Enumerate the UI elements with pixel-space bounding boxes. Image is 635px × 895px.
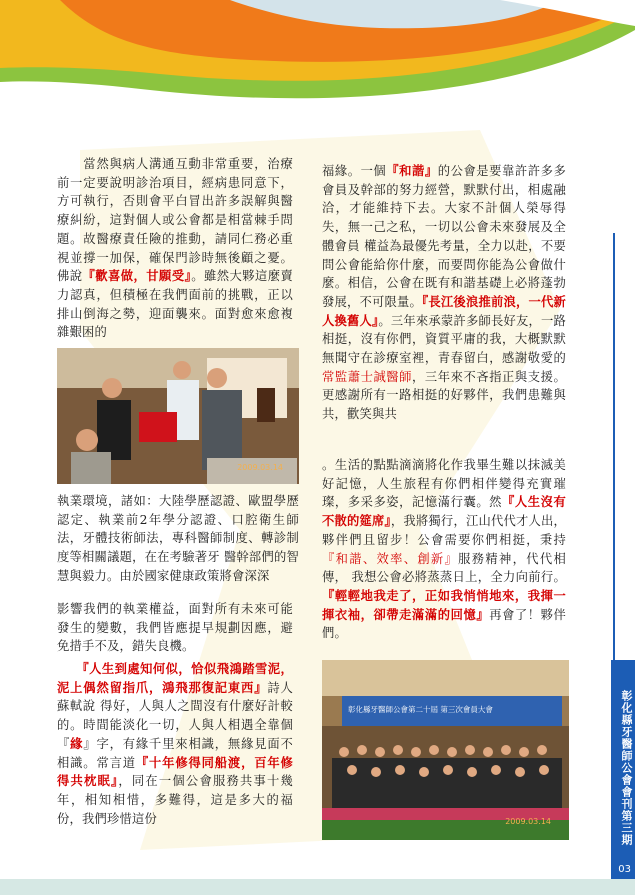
body-text: 詩人蘇軾說 得好，人與人之間沒有什麼好計較的。時間能淡化一切，人與人相遇全靠個『 [57,680,294,751]
emphasis-text: 『和諧、效率、創新』 [322,551,459,566]
emphasis-text: 『人生到處知何似，恰似飛鴻踏雪泥，泥上偶然留指爪，鴻飛那復記東西』 [57,661,293,695]
photo2-date-stamp: 2009.03.14 [505,817,551,826]
left-paragraph-1 [57,155,293,342]
left-paragraph-2 [57,492,299,586]
body-text: 』字，有緣千里來相識，無緣見面不相識。常言道 [57,736,294,770]
body-text: 。生活的點點滴滴將化作我畢生難以抹滅美好記憶，人生旅程有你們相伴變得充實璀璨，多采多姿，記憶滿行囊。然 [322,458,566,510]
sidebar-rule [613,233,615,663]
emphasis-text: 『輕輕地我走了，正如我悄悄地來，我揮一揮衣袖，卻帶走滿滿的回憶』 [322,587,566,622]
right-paragraph-1 [322,162,566,424]
left-paragraph-3 [57,600,293,656]
bottom-band [0,879,635,895]
photo1-date-stamp: 2009.03.14 [237,463,283,472]
emphasis-text: 『人生沒有不散的筵席』 [322,494,566,529]
body-text: 的公會是要靠許許多多會員及幹部的努力經營，默默付出，相處融洽，才能維持下去。大家不計個人榮辱得失，無一己之私，一切以公會未來發展及全體會員 權益為最優先考量，全力以赴，不要問公會能給你什麼，而要問你能為公會做什麼。相信，公會在既有和諧基礎上必將蓬勃發展，不可限量。 [322,164,566,309]
body-text: 。雖然大夥這麼賣力認真，但積極在我們面前的挑戰，正以排山倒海之勢，迎面襲來。面對愈來愈複雜艱困的 [57,269,293,340]
left-paragraph-4 [57,660,293,828]
body-text [57,662,83,676]
body-text: ，三年來不吝指正與支援。更感謝所有一路相挺的好夥伴，我們患難與共，歡笑與共 [322,369,566,422]
emphasis-text: 『十年修得同船渡，百年修得共枕眠』 [57,754,294,789]
emphasis-text: 『長江後浪推前浪，一代新人換舊人』 [322,293,566,328]
photo-meeting-speech [57,348,299,484]
photo-group-assembly [322,660,569,840]
body-text: 。三年來承蒙許多師長好友，一路相挺，沒有你們，資質平庸的我，大概默默無聞守在診療室裡，青春留白，感謝敬愛的 [322,313,566,366]
body-text: 福緣。一個 [322,164,387,178]
photo2-banner-text: 彰化縣牙醫師公會第二十屆 第三次會員大會 [348,705,493,714]
emphasis-text: 『歡喜做，甘願受』 [82,268,192,284]
body-text: ，我將獨行，江山代代才人出， 夥伴們且留步！公會需要你們相挺，秉持 [322,514,566,547]
emphasis-text: 緣 [70,735,84,751]
body-text: ，同在一個公會服務共事十幾年，相知相惜，多難得，這是多大的福份，我們珍惜這份 [57,774,293,826]
emphasis-text: 『和諧』 [386,163,438,178]
body-text: 影響我們的執業權益，面對所有未來可能發生的變數，我們皆應提早規劃因應，避免措手不及，錯失良機。 [57,602,293,654]
top-banner [0,0,635,100]
body-text: 執業環境，諸如：大陸學歷認證、歐盟學歷認定、執業前2年學分認證、口腔衛生師法，牙體技術師法，專科醫師制度、轉診制度等相關議題，在在考驗著牙 醫幹部們的智慧與毅力。由於國家健康政策將會深深 [57,494,299,583]
right-paragraph-2 [322,456,566,643]
page-number: 03 [618,864,631,875]
body-text: 服務精神，代代相傳， 我想公會必將蒸蒸日上，全力向前行。 [322,551,566,585]
journal-title: 彰化縣牙醫師公會會刊第三期 [620,690,633,846]
body-text: 當然與病人溝通互動非常重要，治療前一定要說明診治項目，經病患同意下，方可執行，否則會平白冒出許多誤解與醫療糾紛，這對個人或公會都是相當棘手問題。故醫療責任險的推動，請同仁務必重視並撐一加保，確保門診時無後顧之憂。佛說 [57,157,293,284]
body-text: 再會了！夥伴們。 [322,607,567,641]
emphasis-text: 常監蕭士誠醫師 [322,369,413,384]
